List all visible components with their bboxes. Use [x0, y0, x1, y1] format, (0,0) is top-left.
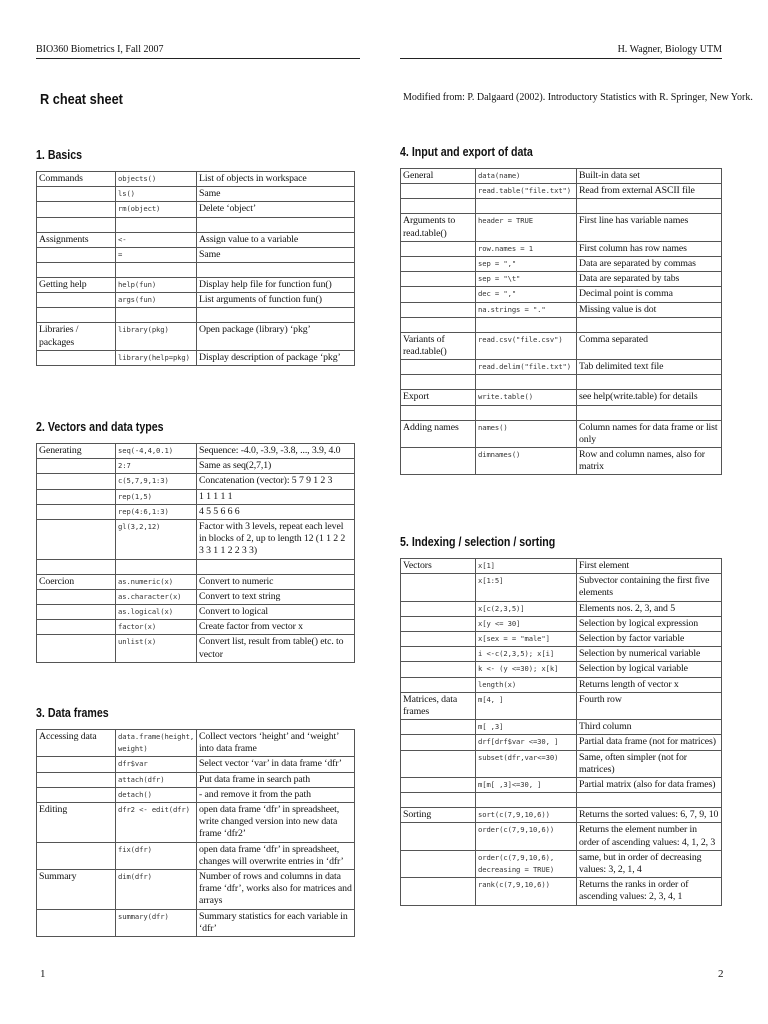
- table-row: [401, 793, 722, 808]
- table-row: [401, 169, 722, 184]
- row-label-cell: Export: [401, 390, 476, 405]
- code-cell: gl(3,2,12): [116, 520, 197, 560]
- table-row: [37, 459, 355, 474]
- table-row: [37, 232, 355, 247]
- description-cell: First element: [577, 559, 722, 574]
- description-cell: Selection by logical expression: [577, 616, 722, 631]
- table-row: [401, 632, 722, 647]
- description-cell: Collect vectors ‘height’ and ‘weight’ into data frame: [197, 730, 355, 757]
- code-cell: <-: [116, 232, 197, 247]
- code-cell: detach(): [116, 787, 197, 802]
- description-cell: Partial data frame (not for matrices): [577, 735, 722, 750]
- table-row: [37, 278, 355, 293]
- section-basics: [36, 148, 355, 366]
- code-cell: library(pkg): [116, 323, 197, 350]
- section-heading: 3. Data frames: [36, 706, 109, 720]
- table-row: [37, 635, 355, 662]
- table-row: [37, 589, 355, 604]
- row-label-cell: [401, 184, 476, 199]
- section-heading: 4. Input and export of data: [400, 145, 533, 159]
- code-cell: [116, 308, 197, 323]
- basics-table: [36, 171, 355, 366]
- row-label-cell: [401, 241, 476, 256]
- code-cell: m[ ,3]: [476, 720, 577, 735]
- table-row: [37, 574, 355, 589]
- code-cell: subset(dfr,var<=30): [476, 750, 577, 777]
- description-cell: Third column: [577, 720, 722, 735]
- row-label-cell: [37, 635, 116, 662]
- description-cell: Elements nos. 2, 3, and 5: [577, 601, 722, 616]
- page-title: R cheat sheet: [40, 91, 123, 108]
- section-dataframes: [36, 706, 355, 937]
- description-cell: Selection by numerical variable: [577, 647, 722, 662]
- description-cell: Fourth row: [577, 692, 722, 719]
- page-number-right: 2: [718, 968, 724, 980]
- description-cell: same, but in order of decreasing values: 3, 2, 1, 4: [577, 850, 722, 877]
- code-cell: dimnames(): [476, 448, 577, 475]
- row-label-cell: [401, 647, 476, 662]
- table-row: [401, 375, 722, 390]
- table-row: [37, 730, 355, 757]
- row-label-cell: Libraries / packages: [37, 323, 116, 350]
- code-cell: =: [116, 247, 197, 262]
- code-cell: read.csv("file.csv"): [476, 332, 577, 359]
- table-row: [401, 257, 722, 272]
- table-row: [37, 870, 355, 910]
- description-cell: Same: [197, 187, 355, 202]
- code-cell: dim(dfr): [116, 870, 197, 910]
- code-cell: [116, 263, 197, 278]
- description-cell: Convert to numeric: [197, 574, 355, 589]
- row-label-cell: [401, 662, 476, 677]
- code-cell: [476, 405, 577, 420]
- table-row: [401, 647, 722, 662]
- description-cell: List arguments of function fun(): [197, 293, 355, 308]
- description-cell: Assign value to a variable: [197, 232, 355, 247]
- source-note: Modified from: P. Dalgaard (2002). Introductory Statistics with R. Springer, New York.: [403, 92, 753, 103]
- table-row: [401, 448, 722, 475]
- code-cell: as.logical(x): [116, 605, 197, 620]
- row-label-cell: [37, 187, 116, 202]
- description-cell: [197, 308, 355, 323]
- table-row: [401, 317, 722, 332]
- table-row: [37, 909, 355, 936]
- code-cell: [116, 217, 197, 232]
- description-cell: [197, 559, 355, 574]
- code-cell: row.names = 1: [476, 241, 577, 256]
- row-label-cell: [37, 559, 116, 574]
- table-row: [401, 750, 722, 777]
- description-cell: Read from external ASCII file: [577, 184, 722, 199]
- code-cell: x[c(2,3,5)]: [476, 601, 577, 616]
- row-label-cell: Commands: [37, 172, 116, 187]
- row-label-cell: Arguments to read.table(): [401, 214, 476, 241]
- table-row: [37, 350, 355, 365]
- table-row: [401, 823, 722, 850]
- description-cell: Decimal point is comma: [577, 287, 722, 302]
- code-cell: dfr$var: [116, 757, 197, 772]
- row-label-cell: [401, 448, 476, 475]
- code-cell: fix(dfr): [116, 842, 197, 869]
- table-row: [401, 808, 722, 823]
- row-label-cell: [37, 520, 116, 560]
- row-label-cell: [37, 474, 116, 489]
- description-cell: Same: [197, 247, 355, 262]
- table-row: [37, 308, 355, 323]
- table-row: [401, 214, 722, 241]
- header-left: BIO360 Biometrics I, Fall 2007: [36, 44, 164, 55]
- table-row: [401, 184, 722, 199]
- section-vectors: [36, 420, 355, 663]
- table-row: [37, 787, 355, 802]
- row-label-cell: [401, 778, 476, 793]
- description-cell: Convert list, result from table() etc. to vector: [197, 635, 355, 662]
- description-cell: Returns length of vector x: [577, 677, 722, 692]
- table-row: [401, 677, 722, 692]
- header-rule-left: [36, 58, 360, 59]
- row-label-cell: [37, 247, 116, 262]
- description-cell: Tab delimited text file: [577, 360, 722, 375]
- description-cell: - and remove it from the path: [197, 787, 355, 802]
- description-cell: Same, often simpler (not for matrices): [577, 750, 722, 777]
- code-cell: x[1:5]: [476, 574, 577, 601]
- table-row: [401, 360, 722, 375]
- row-label-cell: [401, 735, 476, 750]
- code-cell: m[4, ]: [476, 692, 577, 719]
- row-label-cell: [37, 605, 116, 620]
- row-label-cell: Editing: [37, 803, 116, 843]
- code-cell: rm(object): [116, 202, 197, 217]
- table-row: [37, 444, 355, 459]
- description-cell: [577, 793, 722, 808]
- code-cell: attach(dfr): [116, 772, 197, 787]
- description-cell: Partial matrix (also for data frames): [577, 778, 722, 793]
- code-cell: x[1]: [476, 559, 577, 574]
- code-cell: as.numeric(x): [116, 574, 197, 589]
- section-heading: 5. Indexing / selection / sorting: [400, 535, 556, 549]
- row-label-cell: [37, 842, 116, 869]
- description-cell: List of objects in workspace: [197, 172, 355, 187]
- code-cell: [476, 793, 577, 808]
- code-cell: drf[drf$var <=30, ]: [476, 735, 577, 750]
- row-label-cell: [401, 574, 476, 601]
- row-label-cell: Accessing data: [37, 730, 116, 757]
- code-cell: dec = ",": [476, 287, 577, 302]
- description-cell: Returns the ranks in order of ascending values: 2, 3, 4, 1: [577, 878, 722, 905]
- row-label-cell: [401, 257, 476, 272]
- io-table: [400, 168, 722, 475]
- description-cell: Subvector containing the first five elements: [577, 574, 722, 601]
- header-right: H. Wagner, Biology UTM: [617, 44, 722, 55]
- indexing-table: [400, 558, 722, 906]
- code-cell: read.delim("file.txt"): [476, 360, 577, 375]
- section-heading: 2. Vectors and data types: [36, 420, 164, 434]
- row-label-cell: Sorting: [401, 808, 476, 823]
- description-cell: Concatenation (vector): 5 7 9 1 2 3: [197, 474, 355, 489]
- row-label-cell: [37, 293, 116, 308]
- table-row: [401, 272, 722, 287]
- table-row: [37, 757, 355, 772]
- description-cell: Display help file for function fun(): [197, 278, 355, 293]
- description-cell: 1 1 1 1 1: [197, 489, 355, 504]
- row-label-cell: [401, 632, 476, 647]
- code-cell: names(): [476, 420, 577, 447]
- row-label-cell: [37, 202, 116, 217]
- description-cell: Put data frame in search path: [197, 772, 355, 787]
- description-cell: [577, 375, 722, 390]
- table-row: [37, 842, 355, 869]
- code-cell: 2:7: [116, 459, 197, 474]
- row-label-cell: [401, 199, 476, 214]
- row-label-cell: Vectors: [401, 559, 476, 574]
- description-cell: First column has row names: [577, 241, 722, 256]
- table-row: [37, 202, 355, 217]
- page-number-left: 1: [40, 968, 46, 980]
- code-cell: unlist(x): [116, 635, 197, 662]
- code-cell: header = TRUE: [476, 214, 577, 241]
- row-label-cell: [401, 375, 476, 390]
- header-rule-right: [400, 58, 722, 59]
- table-row: [401, 287, 722, 302]
- description-cell: 4 5 5 6 6 6: [197, 504, 355, 519]
- row-label-cell: [401, 793, 476, 808]
- description-cell: [577, 199, 722, 214]
- table-row: [37, 803, 355, 843]
- section-heading: 1. Basics: [36, 148, 83, 162]
- code-cell: k <- (y <=30); x[k]: [476, 662, 577, 677]
- dataframes-table: [36, 729, 355, 937]
- table-row: [401, 241, 722, 256]
- description-cell: Convert to logical: [197, 605, 355, 620]
- row-label-cell: [37, 909, 116, 936]
- description-cell: Data are separated by tabs: [577, 272, 722, 287]
- code-cell: order(c(7,9,10,6)): [476, 823, 577, 850]
- row-label-cell: [37, 757, 116, 772]
- row-label-cell: Getting help: [37, 278, 116, 293]
- table-row: [401, 559, 722, 574]
- description-cell: Display description of package ‘pkg’: [197, 350, 355, 365]
- description-cell: Convert to text string: [197, 589, 355, 604]
- table-row: [401, 720, 722, 735]
- table-row: [37, 520, 355, 560]
- code-cell: data.frame(height, weight): [116, 730, 197, 757]
- code-cell: write.table(): [476, 390, 577, 405]
- table-row: [401, 778, 722, 793]
- description-cell: Selection by factor variable: [577, 632, 722, 647]
- section-indexing: [400, 535, 722, 906]
- description-cell: Column names for data frame or list only: [577, 420, 722, 447]
- table-row: [401, 878, 722, 905]
- row-label-cell: Assignments: [37, 232, 116, 247]
- description-cell: Number of rows and columns in data frame ‘dfr’, works also for matrices and arrays: [197, 870, 355, 910]
- code-cell: args(fun): [116, 293, 197, 308]
- description-cell: [197, 217, 355, 232]
- description-cell: Select vector ‘var’ in data frame ‘dfr’: [197, 757, 355, 772]
- row-label-cell: Adding names: [401, 420, 476, 447]
- description-cell: Returns the element number in order of ascending values: 4, 1, 2, 3: [577, 823, 722, 850]
- row-label-cell: [401, 302, 476, 317]
- description-cell: Factor with 3 levels, repeat each level in blocks of 2, up to length 12 (1 1 2 2 3 3 1 1 2 2 3 3): [197, 520, 355, 560]
- row-label-cell: [401, 823, 476, 850]
- table-row: [37, 504, 355, 519]
- table-row: [401, 850, 722, 877]
- code-cell: na.strings = ".": [476, 302, 577, 317]
- row-label-cell: [37, 504, 116, 519]
- code-cell: factor(x): [116, 620, 197, 635]
- description-cell: Create factor from vector x: [197, 620, 355, 635]
- description-cell: Missing value is dot: [577, 302, 722, 317]
- description-cell: Summary statistics for each variable in ‘dfr’: [197, 909, 355, 936]
- table-row: [37, 474, 355, 489]
- table-row: [37, 187, 355, 202]
- code-cell: [476, 317, 577, 332]
- code-cell: summary(dfr): [116, 909, 197, 936]
- row-label-cell: [401, 878, 476, 905]
- row-label-cell: [401, 601, 476, 616]
- row-label-cell: General: [401, 169, 476, 184]
- code-cell: i <-c(2,3,5); x[i]: [476, 647, 577, 662]
- row-label-cell: [37, 589, 116, 604]
- table-row: [37, 172, 355, 187]
- code-cell: rep(4:6,1:3): [116, 504, 197, 519]
- vectors-table: [36, 443, 355, 663]
- code-cell: library(help=pkg): [116, 350, 197, 365]
- description-cell: Built-in data set: [577, 169, 722, 184]
- table-row: [401, 692, 722, 719]
- table-row: [37, 323, 355, 350]
- table-row: [37, 620, 355, 635]
- row-label-cell: [401, 272, 476, 287]
- code-cell: m[m[ ,3]<=30, ]: [476, 778, 577, 793]
- table-row: [37, 263, 355, 278]
- description-cell: [577, 317, 722, 332]
- code-cell: x[sex = = "male"]: [476, 632, 577, 647]
- table-row: [401, 405, 722, 420]
- row-label-cell: [401, 405, 476, 420]
- description-cell: Row and column names, also for matrix: [577, 448, 722, 475]
- table-row: [37, 217, 355, 232]
- row-label-cell: Generating: [37, 444, 116, 459]
- description-cell: Returns the sorted values: 6, 7, 9, 10: [577, 808, 722, 823]
- code-cell: [476, 199, 577, 214]
- table-row: [401, 735, 722, 750]
- code-cell: [116, 559, 197, 574]
- section-io: [400, 145, 722, 475]
- description-cell: [197, 263, 355, 278]
- table-row: [401, 332, 722, 359]
- table-row: [401, 662, 722, 677]
- code-cell: [476, 375, 577, 390]
- table-row: [37, 559, 355, 574]
- code-cell: sep = ",": [476, 257, 577, 272]
- code-cell: read.table("file.txt"): [476, 184, 577, 199]
- table-row: [401, 616, 722, 631]
- code-cell: length(x): [476, 677, 577, 692]
- code-cell: help(fun): [116, 278, 197, 293]
- code-cell: rep(1,5): [116, 489, 197, 504]
- table-row: [401, 574, 722, 601]
- description-cell: First line has variable names: [577, 214, 722, 241]
- row-label-cell: [37, 308, 116, 323]
- row-label-cell: [37, 489, 116, 504]
- code-cell: objects(): [116, 172, 197, 187]
- code-cell: data(name): [476, 169, 577, 184]
- code-cell: x[y <= 30]: [476, 616, 577, 631]
- row-label-cell: [37, 217, 116, 232]
- code-cell: ls(): [116, 187, 197, 202]
- table-row: [401, 199, 722, 214]
- table-row: [37, 605, 355, 620]
- row-label-cell: [401, 287, 476, 302]
- description-cell: Selection by logical variable: [577, 662, 722, 677]
- code-cell: rank(c(7,9,10,6)): [476, 878, 577, 905]
- row-label-cell: Variants of read.table(): [401, 332, 476, 359]
- description-cell: see help(write.table) for details: [577, 390, 722, 405]
- description-cell: Same as seq(2,7,1): [197, 459, 355, 474]
- code-cell: sort(c(7,9,10,6)): [476, 808, 577, 823]
- row-label-cell: [401, 750, 476, 777]
- code-cell: as.character(x): [116, 589, 197, 604]
- row-label-cell: [401, 720, 476, 735]
- row-label-cell: [401, 677, 476, 692]
- table-row: [37, 293, 355, 308]
- table-row: [401, 302, 722, 317]
- row-label-cell: [401, 850, 476, 877]
- description-cell: Data are separated by commas: [577, 257, 722, 272]
- row-label-cell: [401, 616, 476, 631]
- row-label-cell: [401, 360, 476, 375]
- code-cell: order(c(7,9,10,6), decreasing = TRUE): [476, 850, 577, 877]
- row-label-cell: Coercion: [37, 574, 116, 589]
- row-label-cell: [37, 772, 116, 787]
- description-cell: open data frame ‘dfr’ in spreadsheet, write changed version into new data frame ‘dfr2’: [197, 803, 355, 843]
- row-label-cell: [37, 459, 116, 474]
- description-cell: Open package (library) ‘pkg’: [197, 323, 355, 350]
- table-row: [37, 247, 355, 262]
- row-label-cell: [37, 263, 116, 278]
- table-row: [37, 489, 355, 504]
- table-row: [401, 601, 722, 616]
- row-label-cell: [37, 350, 116, 365]
- description-cell: open data frame ‘dfr’ in spreadsheet, changes will overwrite entries in ‘dfr’: [197, 842, 355, 869]
- description-cell: [577, 405, 722, 420]
- row-label-cell: Matrices, data frames: [401, 692, 476, 719]
- code-cell: seq(-4,4,0.1): [116, 444, 197, 459]
- description-cell: Comma separated: [577, 332, 722, 359]
- table-row: [401, 420, 722, 447]
- code-cell: sep = "\t": [476, 272, 577, 287]
- code-cell: dfr2 <- edit(dfr): [116, 803, 197, 843]
- description-cell: Sequence: -4.0, -3.9, -3.8, ..., 3.9, 4.0: [197, 444, 355, 459]
- row-label-cell: [401, 317, 476, 332]
- row-label-cell: [37, 787, 116, 802]
- table-row: [37, 772, 355, 787]
- description-cell: Delete ‘object’: [197, 202, 355, 217]
- code-cell: c(5,7,9,1:3): [116, 474, 197, 489]
- row-label-cell: Summary: [37, 870, 116, 910]
- row-label-cell: [37, 620, 116, 635]
- table-row: [401, 390, 722, 405]
